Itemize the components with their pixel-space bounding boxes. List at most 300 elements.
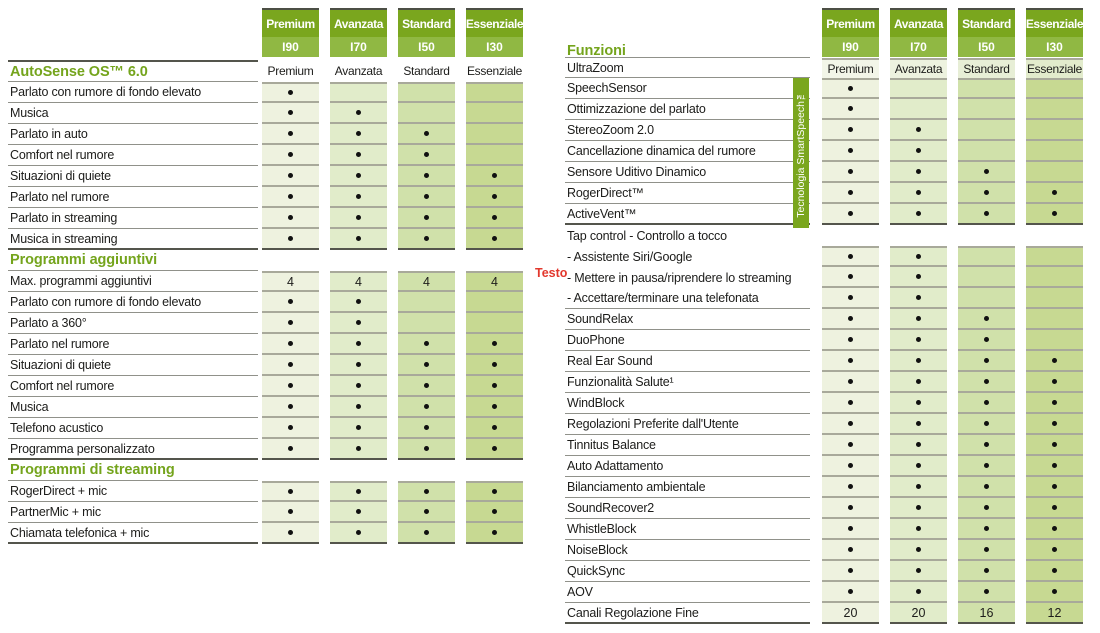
tier-cell bbox=[822, 309, 879, 330]
availability-dot-icon bbox=[916, 589, 921, 594]
feature-label: Parlato nel rumore bbox=[8, 334, 258, 355]
tier-cell bbox=[1026, 351, 1083, 372]
availability-dot-icon bbox=[424, 236, 429, 241]
availability-dot-icon bbox=[288, 152, 293, 157]
availability-dot-icon bbox=[1052, 358, 1057, 363]
feature-label: Real Ear Sound bbox=[565, 351, 810, 372]
section-title-row bbox=[8, 460, 523, 481]
tier-cell bbox=[1026, 183, 1083, 204]
model-name: I30 bbox=[466, 37, 523, 57]
tier-cell bbox=[330, 208, 387, 229]
availability-dot-icon bbox=[492, 425, 497, 430]
tier-cell bbox=[398, 229, 455, 250]
availability-dot-icon bbox=[424, 215, 429, 220]
tier-cell bbox=[822, 183, 879, 204]
tier-cell bbox=[262, 502, 319, 523]
tier-cell bbox=[398, 103, 455, 124]
tier-subtitle-cell: Standard bbox=[403, 64, 450, 78]
tier-cell bbox=[958, 204, 1015, 225]
tier-cell bbox=[890, 414, 947, 435]
tier-name: Premium bbox=[822, 10, 879, 37]
tier-cell bbox=[822, 141, 879, 162]
tier-cell bbox=[1026, 309, 1083, 330]
tier-cell bbox=[890, 351, 947, 372]
availability-dot-icon bbox=[848, 169, 853, 174]
availability-dot-icon bbox=[1052, 526, 1057, 531]
feature-label: Musica bbox=[8, 103, 258, 124]
availability-dot-icon bbox=[424, 194, 429, 199]
availability-dot-icon bbox=[288, 489, 293, 494]
tier-cell bbox=[330, 124, 387, 145]
availability-dot-icon bbox=[356, 110, 361, 115]
tier-cell bbox=[822, 435, 879, 456]
tier-cell bbox=[958, 540, 1015, 561]
tier-cell bbox=[330, 334, 387, 355]
tier-cell bbox=[1026, 267, 1083, 288]
feature-label: Situazioni di quiete bbox=[8, 166, 258, 187]
tier-cell bbox=[958, 456, 1015, 477]
tier-cell bbox=[262, 376, 319, 397]
availability-dot-icon bbox=[288, 530, 293, 535]
tier-cell bbox=[1026, 141, 1083, 162]
feature-row bbox=[8, 145, 523, 166]
feature-row bbox=[8, 334, 523, 355]
availability-dot-icon bbox=[1052, 568, 1057, 573]
tier-cell bbox=[890, 99, 947, 120]
feature-row bbox=[565, 393, 1083, 414]
model-name: I50 bbox=[958, 37, 1015, 57]
feature-row bbox=[8, 502, 523, 523]
feature-label: Parlato con rumore di fondo elevato bbox=[8, 292, 258, 313]
tier-cell: 4 bbox=[262, 271, 319, 292]
availability-dot-icon bbox=[288, 194, 293, 199]
tier-cell bbox=[466, 418, 523, 439]
column-header bbox=[262, 8, 319, 57]
availability-dot-icon bbox=[1052, 421, 1057, 426]
tier-cell: 20 bbox=[822, 603, 879, 624]
availability-dot-icon bbox=[424, 509, 429, 514]
tier-cell bbox=[398, 418, 455, 439]
availability-dot-icon bbox=[1052, 505, 1057, 510]
availability-dot-icon bbox=[424, 383, 429, 388]
availability-dot-icon bbox=[984, 400, 989, 405]
feature-label: Ottimizzazione del parlato bbox=[565, 99, 810, 120]
tier-cell bbox=[822, 246, 879, 267]
feature-label: WhistleBlock bbox=[565, 519, 810, 540]
availability-dot-icon bbox=[916, 484, 921, 489]
feature-label: Parlato a 360° bbox=[8, 313, 258, 334]
availability-dot-icon bbox=[288, 425, 293, 430]
tier-cell bbox=[1026, 561, 1083, 582]
tier-cell bbox=[958, 78, 1015, 99]
model-name: I90 bbox=[262, 37, 319, 57]
tier-cell bbox=[1026, 456, 1083, 477]
tier-subtitle-cell: Essenziale bbox=[466, 64, 523, 78]
feature-label: SoundRecover2 bbox=[565, 498, 810, 519]
tier-cell bbox=[398, 82, 455, 103]
tier-cell bbox=[466, 502, 523, 523]
tier-cell bbox=[1026, 519, 1083, 540]
availability-dot-icon bbox=[356, 362, 361, 367]
availability-dot-icon bbox=[848, 274, 853, 279]
feature-label: StereoZoom 2.0 bbox=[565, 120, 810, 141]
feature-label: ActiveVent™ bbox=[565, 204, 810, 225]
availability-dot-icon bbox=[288, 90, 293, 95]
feature-label: Regolazioni Preferite dall'Utente bbox=[565, 414, 810, 435]
availability-dot-icon bbox=[916, 274, 921, 279]
tier-subtitle-cell: Avanzata bbox=[334, 64, 383, 78]
model-name: I70 bbox=[330, 37, 387, 57]
tier-cell bbox=[398, 439, 455, 460]
feature-row bbox=[8, 187, 523, 208]
tier-cell bbox=[890, 393, 947, 414]
availability-dot-icon bbox=[492, 489, 497, 494]
tier-cell bbox=[330, 481, 387, 502]
feature-label: Cancellazione dinamica del rumore bbox=[565, 141, 810, 162]
availability-dot-icon bbox=[984, 190, 989, 195]
availability-dot-icon bbox=[492, 446, 497, 451]
feature-label: SpeechSensor bbox=[565, 78, 810, 99]
model-name: I70 bbox=[890, 37, 947, 57]
tier-cell bbox=[958, 393, 1015, 414]
tier-cell bbox=[466, 481, 523, 502]
feature-row bbox=[565, 351, 1083, 372]
tier-cell bbox=[1026, 204, 1083, 225]
tier-cell bbox=[330, 502, 387, 523]
feature-label: - Accettare/terminare una telefonata bbox=[565, 288, 810, 309]
feature-row bbox=[565, 582, 1083, 603]
tier-cell bbox=[890, 183, 947, 204]
tier-cell bbox=[330, 439, 387, 460]
availability-dot-icon bbox=[424, 489, 429, 494]
availability-dot-icon bbox=[424, 341, 429, 346]
tier-cell bbox=[1026, 477, 1083, 498]
tier-cell bbox=[822, 120, 879, 141]
availability-dot-icon bbox=[1052, 547, 1057, 552]
column-header bbox=[330, 8, 387, 57]
feature-row bbox=[565, 477, 1083, 498]
feature-row bbox=[8, 166, 523, 187]
availability-dot-icon bbox=[984, 484, 989, 489]
tier-cell bbox=[958, 435, 1015, 456]
tier-cell bbox=[890, 372, 947, 393]
feature-label: Telefono acustico bbox=[8, 418, 258, 439]
feature-row bbox=[565, 267, 1083, 288]
tier-cell bbox=[398, 145, 455, 166]
tier-cell bbox=[822, 540, 879, 561]
tier-cell bbox=[398, 334, 455, 355]
tier-cell bbox=[890, 456, 947, 477]
tier-cell bbox=[330, 355, 387, 376]
section-title-row bbox=[8, 250, 523, 271]
tier-cell bbox=[958, 498, 1015, 519]
availability-dot-icon bbox=[848, 526, 853, 531]
availability-dot-icon bbox=[848, 589, 853, 594]
availability-dot-icon bbox=[356, 446, 361, 451]
tier-cell bbox=[822, 498, 879, 519]
section-title: Funzioni bbox=[565, 44, 810, 58]
availability-dot-icon bbox=[916, 316, 921, 321]
availability-dot-icon bbox=[1052, 379, 1057, 384]
availability-dot-icon bbox=[424, 446, 429, 451]
feature-label: Auto Adattamento bbox=[565, 456, 810, 477]
tier-cell bbox=[466, 355, 523, 376]
feature-label: Situazioni di quiete bbox=[8, 355, 258, 376]
annotation-testo: Testo bbox=[535, 266, 568, 280]
tier-cell bbox=[262, 145, 319, 166]
availability-dot-icon bbox=[356, 530, 361, 535]
right-feature-table bbox=[565, 8, 1083, 624]
tier-subtitle-cell: Essenziale bbox=[1026, 58, 1083, 78]
feature-row bbox=[8, 418, 523, 439]
tier-cell bbox=[466, 376, 523, 397]
feature-label: UltraZoom bbox=[565, 58, 810, 78]
tier-cell bbox=[1026, 414, 1083, 435]
tier-name: Essenziale bbox=[466, 10, 523, 37]
tier-cell bbox=[1026, 393, 1083, 414]
availability-dot-icon bbox=[916, 547, 921, 552]
availability-dot-icon bbox=[916, 421, 921, 426]
tier-cell bbox=[958, 120, 1015, 141]
availability-dot-icon bbox=[1052, 463, 1057, 468]
availability-dot-icon bbox=[984, 379, 989, 384]
tier-cell bbox=[822, 204, 879, 225]
availability-dot-icon bbox=[848, 484, 853, 489]
tier-cell bbox=[262, 187, 319, 208]
availability-dot-icon bbox=[848, 127, 853, 132]
availability-dot-icon bbox=[356, 236, 361, 241]
tier-cell bbox=[1026, 498, 1083, 519]
availability-dot-icon bbox=[356, 341, 361, 346]
tier-cell bbox=[890, 561, 947, 582]
availability-dot-icon bbox=[1052, 442, 1057, 447]
feature-row bbox=[565, 246, 1083, 267]
tier-cell bbox=[958, 183, 1015, 204]
feature-label: RogerDirect + mic bbox=[8, 481, 258, 502]
tier-cell bbox=[958, 99, 1015, 120]
feature-label: WindBlock bbox=[565, 393, 810, 414]
feature-label: QuickSync bbox=[565, 561, 810, 582]
column-header bbox=[466, 8, 523, 57]
feature-label: Max. programmi aggiuntivi bbox=[8, 271, 258, 292]
tier-cell bbox=[1026, 330, 1083, 351]
tier-cell bbox=[890, 162, 947, 183]
tier-cell bbox=[330, 103, 387, 124]
availability-dot-icon bbox=[984, 316, 989, 321]
tier-cell bbox=[958, 477, 1015, 498]
feature-row bbox=[565, 435, 1083, 456]
availability-dot-icon bbox=[288, 341, 293, 346]
availability-dot-icon bbox=[492, 509, 497, 514]
availability-dot-icon bbox=[916, 442, 921, 447]
tier-cell bbox=[466, 313, 523, 334]
tier-cell bbox=[262, 292, 319, 313]
tier-cell bbox=[330, 82, 387, 103]
tier-cell bbox=[890, 267, 947, 288]
availability-dot-icon bbox=[492, 362, 497, 367]
tier-cell bbox=[958, 267, 1015, 288]
tier-cell bbox=[330, 397, 387, 418]
section-title-row bbox=[565, 44, 1083, 58]
tier-cell bbox=[466, 82, 523, 103]
availability-dot-icon bbox=[848, 505, 853, 510]
tier-name: Avanzata bbox=[890, 10, 947, 37]
tier-cell bbox=[262, 103, 319, 124]
tier-cell bbox=[890, 309, 947, 330]
feature-label: Tap control - Controllo a tocco bbox=[567, 228, 727, 243]
feature-row bbox=[8, 82, 523, 103]
availability-dot-icon bbox=[916, 169, 921, 174]
model-name: I50 bbox=[398, 37, 455, 57]
feature-row bbox=[565, 603, 1083, 624]
feature-row bbox=[565, 456, 1083, 477]
availability-dot-icon bbox=[984, 526, 989, 531]
feature-row bbox=[8, 397, 523, 418]
tier-cell bbox=[890, 498, 947, 519]
section-title-row bbox=[8, 60, 523, 82]
availability-dot-icon bbox=[848, 547, 853, 552]
tier-cell bbox=[398, 313, 455, 334]
tier-cell bbox=[1026, 372, 1083, 393]
tier-cell bbox=[958, 246, 1015, 267]
availability-dot-icon bbox=[916, 358, 921, 363]
availability-dot-icon bbox=[984, 421, 989, 426]
tier-subtitle-cell: Avanzata bbox=[890, 58, 947, 78]
availability-dot-icon bbox=[492, 341, 497, 346]
tier-cell bbox=[822, 561, 879, 582]
tier-cell bbox=[822, 330, 879, 351]
availability-dot-icon bbox=[848, 421, 853, 426]
feature-label: Programma personalizzato bbox=[8, 439, 258, 460]
tier-cell bbox=[398, 187, 455, 208]
availability-dot-icon bbox=[848, 463, 853, 468]
availability-dot-icon bbox=[848, 358, 853, 363]
tier-cell bbox=[262, 82, 319, 103]
feature-row bbox=[8, 523, 523, 544]
tier-cell bbox=[890, 288, 947, 309]
tier-cell bbox=[958, 372, 1015, 393]
feature-label: SoundRelax bbox=[565, 309, 810, 330]
tier-cell bbox=[330, 229, 387, 250]
availability-dot-icon bbox=[492, 530, 497, 535]
model-name: I90 bbox=[822, 37, 879, 57]
section-title: AutoSense OS™ 6.0 bbox=[8, 60, 258, 82]
tier-cell bbox=[398, 124, 455, 145]
smartspeech-label: Tecnologia SmartSpeech™ bbox=[795, 88, 807, 218]
tier-cell bbox=[890, 141, 947, 162]
tier-cell bbox=[1026, 540, 1083, 561]
availability-dot-icon bbox=[984, 463, 989, 468]
availability-dot-icon bbox=[424, 404, 429, 409]
availability-dot-icon bbox=[356, 299, 361, 304]
availability-dot-icon bbox=[288, 320, 293, 325]
feature-row bbox=[8, 292, 523, 313]
feature-label: RogerDirect™ bbox=[565, 183, 810, 204]
tier-name: Premium bbox=[262, 10, 319, 37]
feature-row bbox=[8, 376, 523, 397]
feature-row bbox=[565, 204, 1083, 225]
availability-dot-icon bbox=[848, 86, 853, 91]
left-feature-table bbox=[8, 8, 523, 544]
tier-cell bbox=[262, 208, 319, 229]
column-header bbox=[398, 8, 455, 57]
feature-row bbox=[8, 124, 523, 145]
tier-cell: 16 bbox=[958, 603, 1015, 624]
model-name: I30 bbox=[1026, 37, 1083, 57]
feature-row bbox=[565, 372, 1083, 393]
availability-dot-icon bbox=[288, 131, 293, 136]
tier-cell: 20 bbox=[890, 603, 947, 624]
feature-label: Parlato in auto bbox=[8, 124, 258, 145]
tier-name: Standard bbox=[398, 10, 455, 37]
tier-cell bbox=[262, 523, 319, 544]
tier-cell bbox=[890, 330, 947, 351]
tier-cell: 4 bbox=[398, 271, 455, 292]
tier-cell bbox=[398, 292, 455, 313]
availability-dot-icon bbox=[356, 489, 361, 494]
tier-cell bbox=[958, 288, 1015, 309]
feature-row bbox=[565, 162, 1083, 183]
feature-row bbox=[8, 481, 523, 502]
availability-dot-icon bbox=[1052, 589, 1057, 594]
feature-label: NoiseBlock bbox=[565, 540, 810, 561]
tier-cell bbox=[262, 166, 319, 187]
header-spacer bbox=[8, 8, 258, 57]
feature-row bbox=[8, 439, 523, 460]
feature-label: Tinnitus Balance bbox=[565, 435, 810, 456]
tier-cell bbox=[822, 456, 879, 477]
availability-dot-icon bbox=[1052, 484, 1057, 489]
availability-dot-icon bbox=[288, 236, 293, 241]
feature-label: Parlato con rumore di fondo elevato bbox=[8, 82, 258, 103]
tier-cell bbox=[1026, 120, 1083, 141]
section-title: Programmi aggiuntivi bbox=[8, 250, 258, 271]
availability-dot-icon bbox=[848, 442, 853, 447]
availability-dot-icon bbox=[916, 127, 921, 132]
availability-dot-icon bbox=[984, 211, 989, 216]
feature-label: - Assistente Siri/Google bbox=[567, 249, 693, 264]
tier-cell bbox=[466, 103, 523, 124]
feature-label: Chiamata telefonica + mic bbox=[8, 523, 258, 544]
tier-cell bbox=[262, 334, 319, 355]
tier-cell bbox=[822, 99, 879, 120]
feature-label: PartnerMic + mic bbox=[8, 502, 258, 523]
tier-cell bbox=[398, 208, 455, 229]
tier-cell bbox=[890, 78, 947, 99]
feature-label: Musica in streaming bbox=[8, 229, 258, 250]
tier-cell bbox=[822, 477, 879, 498]
feature-row bbox=[565, 309, 1083, 330]
availability-dot-icon bbox=[288, 383, 293, 388]
tier-cell bbox=[890, 540, 947, 561]
tier-cell bbox=[466, 523, 523, 544]
tier-cell bbox=[958, 351, 1015, 372]
tier-cell bbox=[822, 393, 879, 414]
tier-cell bbox=[262, 124, 319, 145]
availability-dot-icon bbox=[356, 425, 361, 430]
feature-row bbox=[565, 78, 1083, 99]
availability-dot-icon bbox=[288, 362, 293, 367]
tier-cell bbox=[1026, 582, 1083, 603]
feature-row bbox=[8, 103, 523, 124]
subtitle-row bbox=[565, 58, 1083, 78]
availability-dot-icon bbox=[916, 295, 921, 300]
availability-dot-icon bbox=[424, 152, 429, 157]
availability-dot-icon bbox=[288, 509, 293, 514]
availability-dot-icon bbox=[848, 337, 853, 342]
tier-cell bbox=[958, 519, 1015, 540]
availability-dot-icon bbox=[848, 400, 853, 405]
